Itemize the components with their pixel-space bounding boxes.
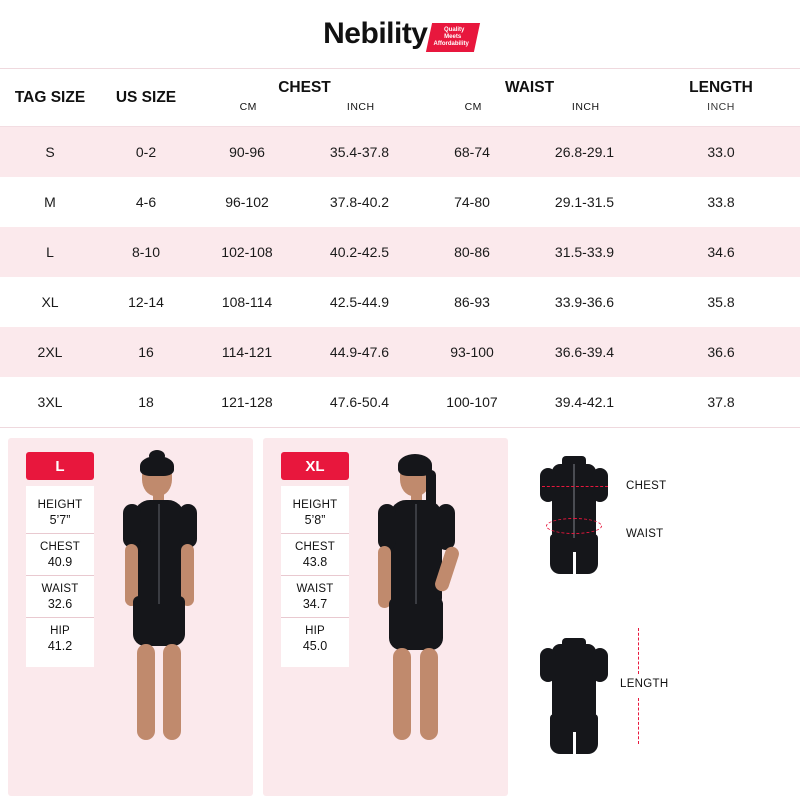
cell-waist-cm: 74-80 (454, 194, 490, 210)
label-chest: CHEST (626, 480, 667, 492)
spec-value: 43.8 (302, 555, 328, 569)
cell-length-in: 34.6 (707, 244, 735, 260)
cell-tag-size: M (44, 194, 56, 210)
table-row (0, 227, 800, 277)
cell-waist-cm: 93-100 (450, 344, 494, 360)
column-header-chest (192, 79, 417, 116)
cell-chest-in: 40.2-42.5 (329, 244, 390, 260)
cell-chest-in: 35.4-37.8 (329, 144, 390, 160)
spec-key: WAIST (296, 583, 334, 595)
column-header-waist-cm: CM (464, 101, 482, 113)
cell-length-in: 35.8 (707, 294, 735, 310)
cell-waist-cm: 86-93 (454, 294, 490, 310)
spec-key: HEIGHT (292, 499, 338, 511)
spec-key: WAIST (41, 583, 79, 595)
cell-chest-cm: 108-114 (221, 294, 273, 310)
cell-chest-cm: 90-96 (229, 144, 265, 160)
brand-tagline-line3: Affordability (433, 40, 469, 47)
cell-length-in: 37.8 (707, 394, 735, 410)
cell-tag-size: 3XL (37, 394, 63, 410)
cell-waist-cm: 80-86 (454, 244, 490, 260)
models-and-diagrams (0, 428, 800, 800)
spec-key: HEIGHT (37, 499, 83, 511)
cell-tag-size: XL (41, 294, 59, 310)
cell-length-in: 36.6 (707, 344, 735, 360)
table-row (0, 377, 800, 427)
cell-waist-in: 26.8-29.1 (554, 144, 615, 160)
cell-waist-in: 33.9-36.6 (554, 294, 615, 310)
cell-chest-in: 37.8-40.2 (329, 194, 390, 210)
cell-chest-in: 42.5-44.9 (329, 294, 390, 310)
column-header-length (642, 79, 800, 116)
back-view-labels (620, 620, 792, 796)
column-header-us-size (100, 89, 192, 106)
model-spec-item (26, 576, 94, 618)
column-header-waist-inch: INCH (571, 101, 600, 113)
size-table (0, 68, 800, 428)
column-header-chest-label: CHEST (278, 79, 331, 96)
spec-value: 32.6 (47, 597, 73, 611)
table-header-row (0, 69, 800, 127)
model-photo (87, 444, 247, 796)
table-row (0, 327, 800, 377)
model-spec-item (26, 534, 94, 576)
garment-front-icon (528, 456, 620, 596)
cell-waist-cm: 68-74 (454, 144, 490, 160)
label-length: LENGTH (620, 678, 669, 690)
model-photo (342, 444, 502, 796)
model-spec-item (281, 534, 349, 576)
cell-waist-cm: 100-107 (446, 394, 498, 410)
model-size-badge: XL (281, 452, 349, 480)
spec-value: 5’7” (49, 513, 71, 527)
column-header-tag-size (0, 89, 100, 106)
cell-us-size: 0-2 (135, 144, 157, 160)
column-header-us-size-label: US SIZE (115, 89, 177, 106)
column-header-tag-size-label: TAG SIZE (14, 89, 86, 106)
column-header-waist (417, 79, 642, 116)
brand-tagline-line2: Meets (443, 33, 461, 40)
model-card-xl (263, 438, 508, 796)
diagram-back-view (520, 620, 792, 796)
column-header-length-inch: INCH (707, 101, 735, 113)
cell-chest-in: 47.6-50.4 (329, 394, 390, 410)
cell-waist-in: 36.6-39.4 (554, 344, 615, 360)
table-row (0, 277, 800, 327)
spec-value: 41.2 (47, 639, 73, 653)
front-view-labels (620, 438, 792, 614)
cell-waist-in: 31.5-33.9 (554, 244, 615, 260)
cell-us-size: 16 (138, 344, 154, 360)
cell-chest-cm: 121-128 (221, 394, 273, 410)
column-header-chest-inch: INCH (346, 101, 375, 113)
model-spec-item (281, 492, 349, 534)
spec-key: CHEST (295, 541, 335, 553)
table-row (0, 177, 800, 227)
column-header-waist-label: WAIST (504, 79, 555, 96)
brand-tagline-badge (425, 23, 480, 52)
label-waist: WAIST (626, 528, 664, 540)
cell-waist-in: 29.1-31.5 (554, 194, 615, 210)
cell-us-size: 8-10 (131, 244, 161, 260)
model-size-badge: L (26, 452, 94, 480)
garment-back-icon (528, 638, 620, 778)
spec-key: CHEST (40, 541, 80, 553)
model-spec-item (26, 492, 94, 534)
model-spec-list (26, 486, 94, 667)
brand-logo (323, 17, 477, 52)
cell-chest-cm: 114-121 (221, 344, 273, 360)
cell-tag-size: L (46, 244, 54, 260)
spec-value: 5’8” (304, 513, 326, 527)
spec-value: 45.0 (302, 639, 328, 653)
brand-tagline-line1: Quality (443, 26, 464, 33)
column-header-length-label: LENGTH (689, 79, 753, 96)
brand-header (0, 0, 800, 68)
model-spec-item (281, 618, 349, 659)
model-spec-item (26, 618, 94, 659)
cell-us-size: 4-6 (135, 194, 157, 210)
cell-chest-cm: 102-108 (221, 244, 273, 260)
model-spec-list (281, 486, 349, 667)
model-card-l (8, 438, 253, 796)
cell-chest-in: 44.9-47.6 (329, 344, 390, 360)
measurement-diagrams (518, 438, 792, 796)
table-row (0, 127, 800, 177)
cell-us-size: 18 (138, 394, 154, 410)
column-header-chest-cm: CM (239, 101, 257, 113)
cell-length-in: 33.0 (707, 144, 735, 160)
spec-key: HIP (305, 625, 325, 637)
brand-name: Nebility (323, 16, 428, 50)
cell-tag-size: S (45, 144, 55, 160)
cell-chest-cm: 96-102 (225, 194, 269, 210)
model-spec-item (281, 576, 349, 618)
cell-waist-in: 39.4-42.1 (554, 394, 615, 410)
spec-key: HIP (50, 625, 70, 637)
cell-tag-size: 2XL (37, 344, 63, 360)
cell-length-in: 33.8 (707, 194, 735, 210)
diagram-front-view (520, 438, 792, 614)
cell-us-size: 12-14 (128, 294, 164, 310)
spec-value: 34.7 (302, 597, 328, 611)
spec-value: 40.9 (47, 555, 73, 569)
